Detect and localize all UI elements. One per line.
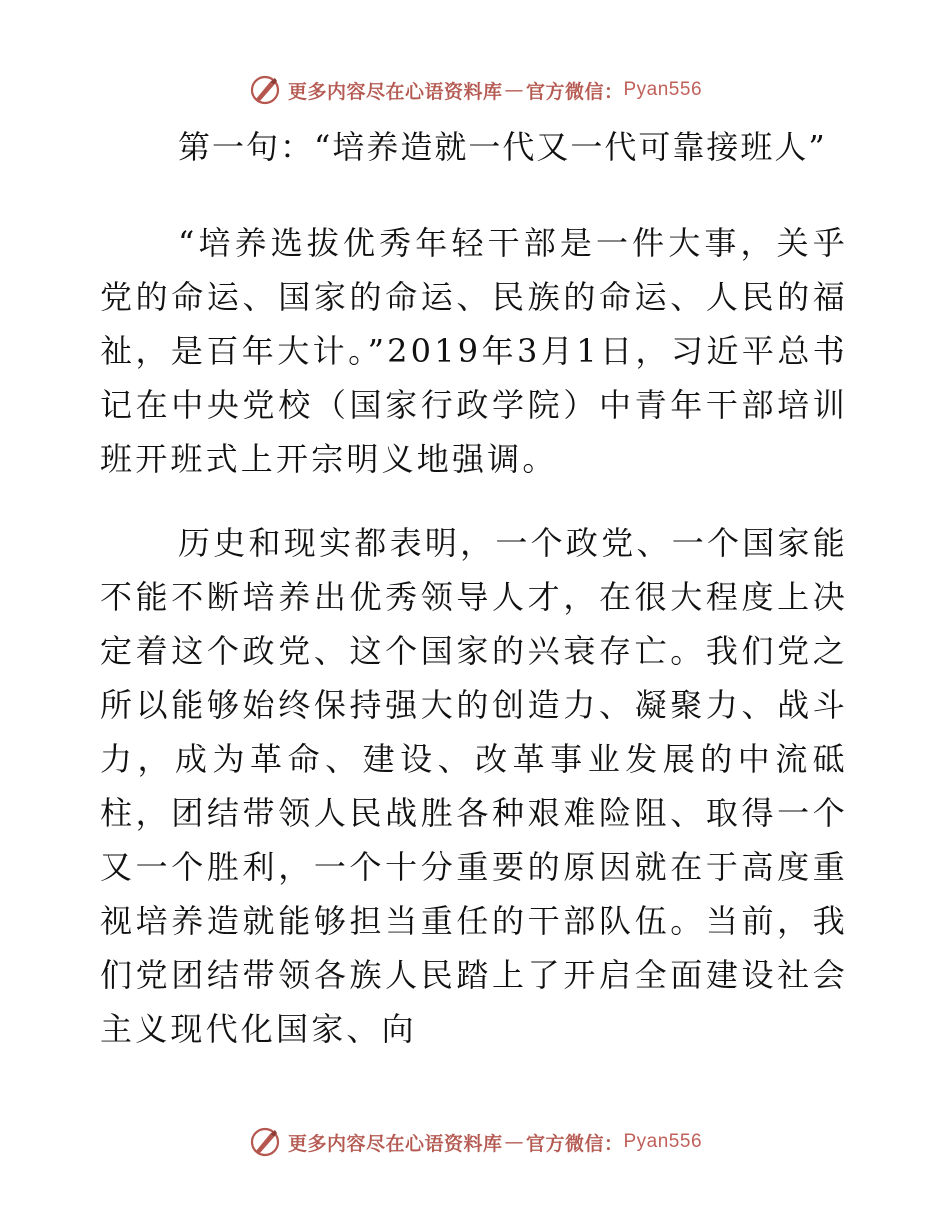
- quill-pen-icon: [248, 73, 282, 107]
- watermark-account: Pyan556: [623, 79, 703, 100]
- watermark-text: 更多内容尽在心语资料库: [287, 80, 503, 103]
- watermark-text: 更多内容尽在心语资料库: [287, 1132, 503, 1155]
- paragraph: “培养选拔优秀年轻干部是一件大事，关乎党的命运、国家的命运、民族的命运、人民的福祉，是百年大计。”2019年3月1日，习近平总书记在中央党校（国家行政学院）中青年干部培训班开班式上开宗明义地强调。: [100, 224, 848, 478]
- watermark-separator: —: [504, 79, 524, 101]
- footer-watermark: [0, 1122, 950, 1162]
- watermark-label: 官方微信：: [525, 80, 624, 103]
- header-watermark: [0, 70, 950, 110]
- paragraph: 历史和现实都表明，一个政党、一个国家能不能不断培养出优秀领导人才，在很大程度上决定着这个政党、这个国家的兴衰存亡。我们党之所以能够始终保持强大的创造力、凝聚力、战斗力，成为革命、建设、改革事业发展的中流砥柱，团结带领人民战胜各种艰难险阻、取得一个又一个胜利，一个十分重要的原因就在于高度重视培养造就能够担当重任的干部队伍。当前，我们党团结带领各族人民踏上了开启全面建设社会主义现代化国家、向: [100, 524, 848, 1048]
- section-heading: 第一句：“培养造就一代又一代可靠接班人”: [178, 128, 827, 166]
- watermark-separator: —: [504, 1131, 524, 1153]
- document-body: [100, 120, 848, 1056]
- watermark-label: 官方微信：: [525, 1132, 624, 1155]
- quill-pen-icon: [248, 1125, 282, 1159]
- watermark-account: Pyan556: [623, 1131, 703, 1152]
